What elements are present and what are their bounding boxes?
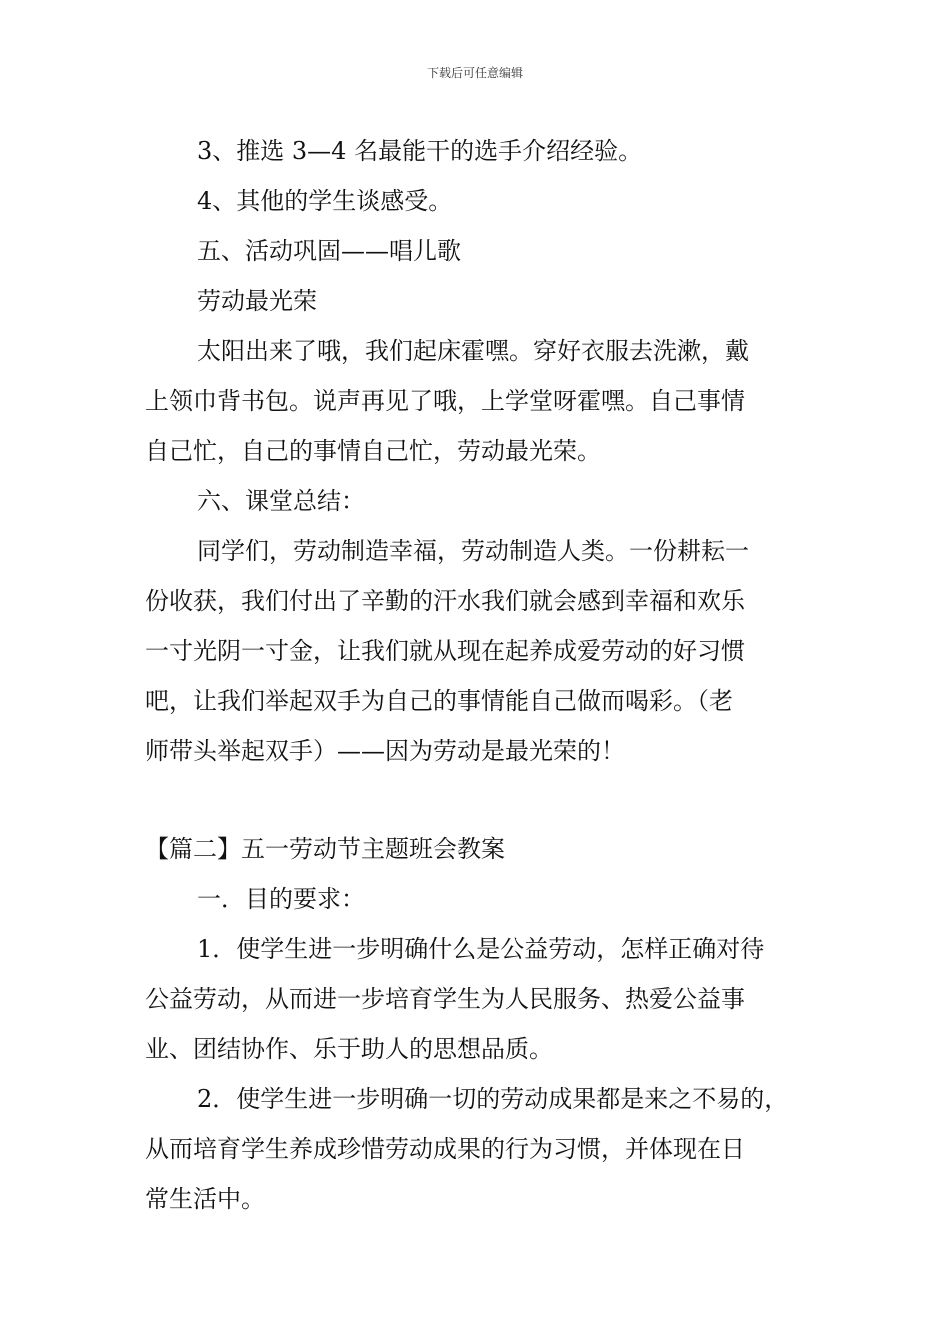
section-heading: 五、活动巩固——唱儿歌 bbox=[197, 237, 461, 265]
article-title: 【篇二】五一劳动节主题班会教案 bbox=[145, 835, 505, 863]
page-header: 下载后可任意编辑 bbox=[426, 66, 523, 80]
paragraph-line: 太阳出来了哦，我们起床霍嘿。穿好衣服去洗漱，戴 bbox=[197, 337, 749, 365]
section-heading: 六、课堂总结： bbox=[197, 487, 365, 515]
paragraph-line: 师带头举起双手）——因为劳动是最光荣的！ bbox=[145, 737, 625, 765]
song-title: 劳动最光荣 bbox=[197, 287, 317, 315]
paragraph-line: 公益劳动，从而进一步培育学生为人民服务、热爱公益事 bbox=[145, 985, 745, 1013]
paragraph-line: 份收获，我们付出了辛勤的汗水我们就会感到幸福和欢乐 bbox=[145, 587, 745, 615]
paragraph-line: 常生活中。 bbox=[145, 1185, 265, 1213]
paragraph-line: 吧，让我们举起双手为自己的事情能自己做而喝彩。（老 bbox=[145, 687, 733, 715]
section-heading: 一．目的要求： bbox=[197, 885, 365, 913]
paragraph-line: 从而培育学生养成珍惜劳动成果的行为习惯，并体现在日 bbox=[145, 1135, 745, 1163]
paragraph-line: 2．使学生进一步明确一切的劳动成果都是来之不易的， bbox=[197, 1085, 789, 1113]
paragraph-line: 同学们，劳动制造幸福，劳动制造人类。一份耕耘一 bbox=[197, 537, 749, 565]
paragraph-line: 自己忙，自己的事情自己忙，劳动最光荣。 bbox=[145, 437, 601, 465]
paragraph-line: 3、推选 3—4 名最能干的选手介绍经验。 bbox=[197, 137, 643, 165]
paragraph-line: 4、其他的学生谈感受。 bbox=[197, 187, 453, 215]
paragraph-line: 上领巾背书包。说声再见了哦，上学堂呀霍嘿。自己事情 bbox=[145, 387, 745, 415]
section-gap bbox=[145, 776, 810, 824]
paragraph-line: 一寸光阴一寸金，让我们就从现在起养成爱劳动的好习惯 bbox=[145, 637, 745, 665]
paragraph-line: 业、团结协作、乐于助人的思想品质。 bbox=[145, 1035, 553, 1063]
document-body bbox=[145, 126, 810, 1224]
paragraph-line: 1．使学生进一步明确什么是公益劳动，怎样正确对待 bbox=[197, 935, 765, 963]
